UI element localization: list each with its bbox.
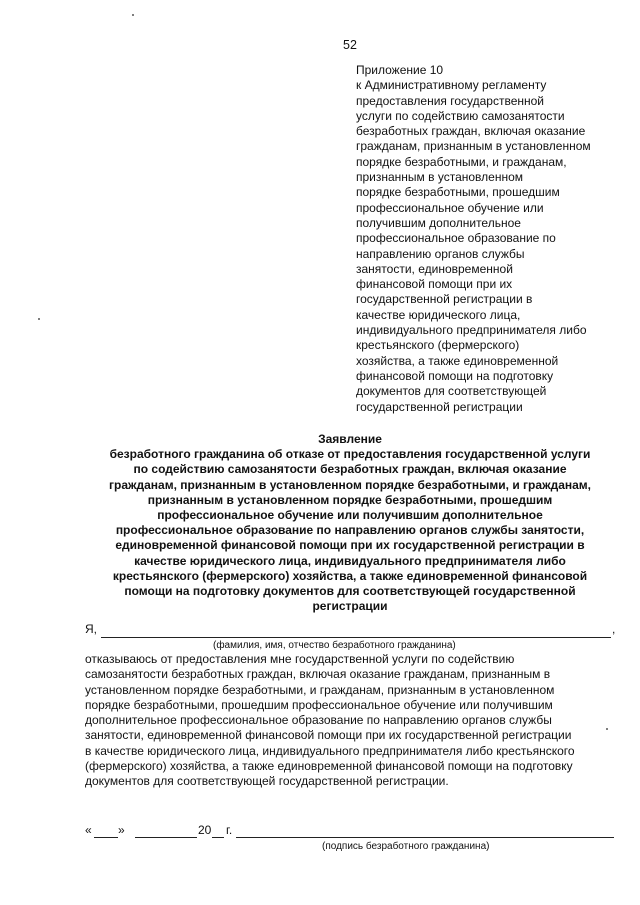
statement-line: порядке безработными, прошедшим профессиональное обучение или получившим	[85, 697, 553, 712]
appendix-line: Приложение 10	[356, 63, 444, 77]
year-prefix: 20	[198, 823, 212, 837]
statement-line: документов для соответствующей государственной регистрации.	[85, 774, 449, 789]
pronoun-label: Я,	[85, 622, 97, 636]
title-line: единовременной финансовой помощи при их государственной регистрации в	[115, 538, 585, 553]
year-field[interactable]	[212, 837, 224, 838]
statement-line: занятости, единовременной финансовой помощи при их государственной регистрации	[85, 728, 572, 743]
appendix-line: качестве юридического лица,	[356, 307, 521, 322]
appendix-line: признанным в установленном	[356, 170, 524, 185]
appendix-line: профессиональное образование по	[356, 231, 556, 246]
title-line: по содействию самозанятости безработных граждан, включая оказание	[133, 462, 567, 477]
appendix-line: индивидуального предпринимателя либо	[356, 323, 587, 338]
statement-line: установленном порядке безработными, и гражданам, признанным в установленном	[85, 682, 555, 697]
name-comma: ,	[612, 622, 616, 636]
application-title	[80, 432, 620, 614]
refusal-statement	[85, 652, 625, 790]
page-number: 52	[343, 38, 357, 52]
appendix-line: к Административному регламенту	[356, 78, 547, 93]
title-line: помощи на подготовку документов для соответствующей государственной	[124, 584, 576, 599]
full-name-caption: (фамилия, имя, отчество безработного гражданина)	[213, 640, 456, 651]
statement-line: дополнительное профессиональное образование по направлению органов службы	[85, 713, 552, 728]
statement-line: отказываюсь от предоставления мне государственной услуги по содействию	[85, 652, 515, 666]
appendix-heading	[356, 63, 606, 415]
full-name-field[interactable]	[101, 637, 611, 638]
date-quote-open: «	[85, 823, 92, 837]
appendix-line: получившим дополнительное	[356, 215, 521, 230]
title-line: регистрации	[312, 599, 388, 614]
appendix-line: государственной регистрации в	[356, 292, 533, 307]
scan-speck	[606, 728, 608, 730]
title-line: Заявление	[318, 432, 382, 446]
appendix-line: безработных граждан, включая оказание	[356, 124, 586, 139]
appendix-line: направлению органов службы	[356, 246, 525, 261]
signature-field[interactable]	[236, 837, 614, 838]
title-line: безработного гражданина об отказе от предоставления государственной услуги	[109, 447, 591, 462]
appendix-line: предоставления государственной	[356, 93, 545, 108]
name-row	[85, 622, 625, 640]
title-line: признанным в установленном порядке безработными, прошедшим	[147, 492, 553, 507]
appendix-line: документов для соответствующей	[356, 384, 547, 399]
title-line: крестьянского (фермерского) хозяйства, а также единовременной финансовой	[112, 568, 588, 583]
title-line: профессиональное образование по направлению органов службы занятости,	[115, 523, 585, 538]
statement-line: самозанятости безработных граждан, включая оказание гражданам, признанным в	[85, 667, 551, 682]
appendix-line: финансовой помощи на подготовку	[356, 368, 554, 383]
appendix-line: порядке безработными, и гражданам,	[356, 154, 567, 169]
appendix-line: хозяйства, а также единовременной	[356, 353, 559, 368]
statement-line: в качестве юридического лица, индивидуального предпринимателя либо крестьянского	[85, 743, 575, 758]
scan-speck	[132, 14, 134, 16]
appendix-line: государственной регистрации	[356, 399, 523, 414]
scan-speck	[38, 318, 40, 320]
appendix-line: финансовой помощи при их	[356, 277, 513, 292]
month-field[interactable]	[135, 837, 197, 838]
statement-line: (фермерского) хозяйства, а также единовременной финансовой помощи на подготовку	[85, 759, 573, 774]
title-line: профессиональное обучение или получившим дополнительное	[157, 508, 543, 523]
appendix-line: гражданам, признанным в установленном	[356, 139, 591, 154]
date-quote-close: »	[118, 823, 125, 837]
title-line: гражданам, признанным в установленном порядке безработными, и гражданам,	[108, 477, 591, 492]
title-line: качестве юридического лица, индивидуального предпринимателя либо	[134, 553, 566, 568]
year-suffix: г.	[226, 823, 233, 837]
appendix-line: профессиональное обучение или	[356, 200, 544, 215]
appendix-line: порядке безработными, прошедшим	[356, 185, 560, 200]
appendix-line: услуги по содействию самозанятости	[356, 108, 565, 123]
day-field[interactable]	[94, 837, 118, 838]
date-signature-row	[85, 823, 625, 841]
signature-caption: (подпись безработного гражданина)	[322, 841, 490, 852]
appendix-line: крестьянского (фермерского)	[356, 338, 520, 353]
appendix-line: занятости, единовременной	[356, 261, 513, 276]
